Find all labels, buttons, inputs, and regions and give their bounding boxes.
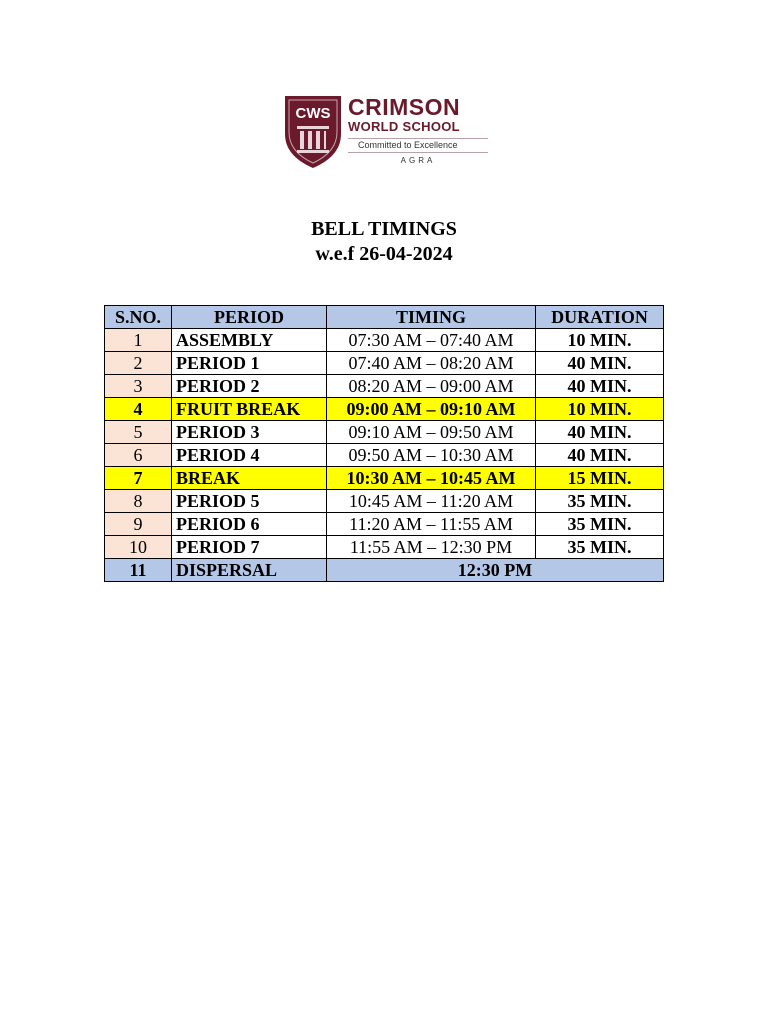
cell-period: PERIOD 4 [172,444,327,467]
page-title: BELL TIMINGS [311,218,457,240]
cell-period: PERIOD 7 [172,536,327,559]
cell-sno: 7 [105,467,172,490]
cell-dispersal-time: 12:30 PM [327,559,664,582]
bell-timings-table [104,305,664,582]
cell-timing: 10:30 AM – 10:45 AM [327,467,536,490]
cell-period: PERIOD 2 [172,375,327,398]
page-subtitle: w.e.f 26-04-2024 [315,243,453,265]
cell-sno: 1 [105,329,172,352]
cell-duration: 40 MIN. [536,421,664,444]
school-tagline: Committed to Excellence [348,138,488,153]
cell-period: BREAK [172,467,327,490]
shield-emblem-icon [283,94,343,170]
cell-duration: 35 MIN. [536,513,664,536]
header-timing: TIMING [327,306,536,329]
cell-duration: 40 MIN. [536,375,664,398]
school-name: CRIMSON [348,94,461,120]
table-footer-row [105,559,664,582]
cell-duration: 35 MIN. [536,490,664,513]
cell-sno: 5 [105,421,172,444]
cell-duration: 40 MIN. [536,352,664,375]
table-row [105,444,664,467]
table-row [105,513,664,536]
cell-sno: 11 [105,559,172,582]
table-row [105,490,664,513]
cell-duration: 35 MIN. [536,536,664,559]
table-row [105,352,664,375]
table-header-row [105,306,664,329]
cell-timing: 11:20 AM – 11:55 AM [327,513,536,536]
header-sno: S.NO. [105,306,172,329]
cell-sno: 6 [105,444,172,467]
cell-timing: 09:10 AM – 09:50 AM [327,421,536,444]
school-logo [283,94,493,174]
cell-period: FRUIT BREAK [172,398,327,421]
cell-sno: 4 [105,398,172,421]
emblem-text: CWS [295,105,331,122]
table-row [105,421,664,444]
cell-duration: 40 MIN. [536,444,664,467]
cell-period: DISPERSAL [172,559,327,582]
table-row-highlighted [105,467,664,490]
cell-timing: 11:55 AM – 12:30 PM [327,536,536,559]
cell-sno: 2 [105,352,172,375]
title-block [0,217,768,267]
table-row [105,536,664,559]
cell-timing: 09:00 AM – 09:10 AM [327,398,536,421]
cell-duration: 15 MIN. [536,467,664,490]
cell-sno: 9 [105,513,172,536]
cell-period: PERIOD 3 [172,421,327,444]
cell-period: PERIOD 1 [172,352,327,375]
cell-timing: 08:20 AM – 09:00 AM [327,375,536,398]
table-row [105,375,664,398]
cell-timing: 10:45 AM – 11:20 AM [327,490,536,513]
cell-duration: 10 MIN. [536,398,664,421]
school-sub-name: WORLD SCHOOL [348,119,460,134]
cell-timing: 07:40 AM – 08:20 AM [327,352,536,375]
header-duration: DURATION [536,306,664,329]
cell-duration: 10 MIN. [536,329,664,352]
cell-sno: 10 [105,536,172,559]
cell-timing: 09:50 AM – 10:30 AM [327,444,536,467]
cell-sno: 8 [105,490,172,513]
header-period: PERIOD [172,306,327,329]
table-row-highlighted [105,398,664,421]
table-row [105,329,664,352]
cell-period: PERIOD 5 [172,490,327,513]
school-city: AGRA [400,156,436,165]
cell-sno: 3 [105,375,172,398]
cell-period: ASSEMBLY [172,329,327,352]
cell-period: PERIOD 6 [172,513,327,536]
cell-timing: 07:30 AM – 07:40 AM [327,329,536,352]
